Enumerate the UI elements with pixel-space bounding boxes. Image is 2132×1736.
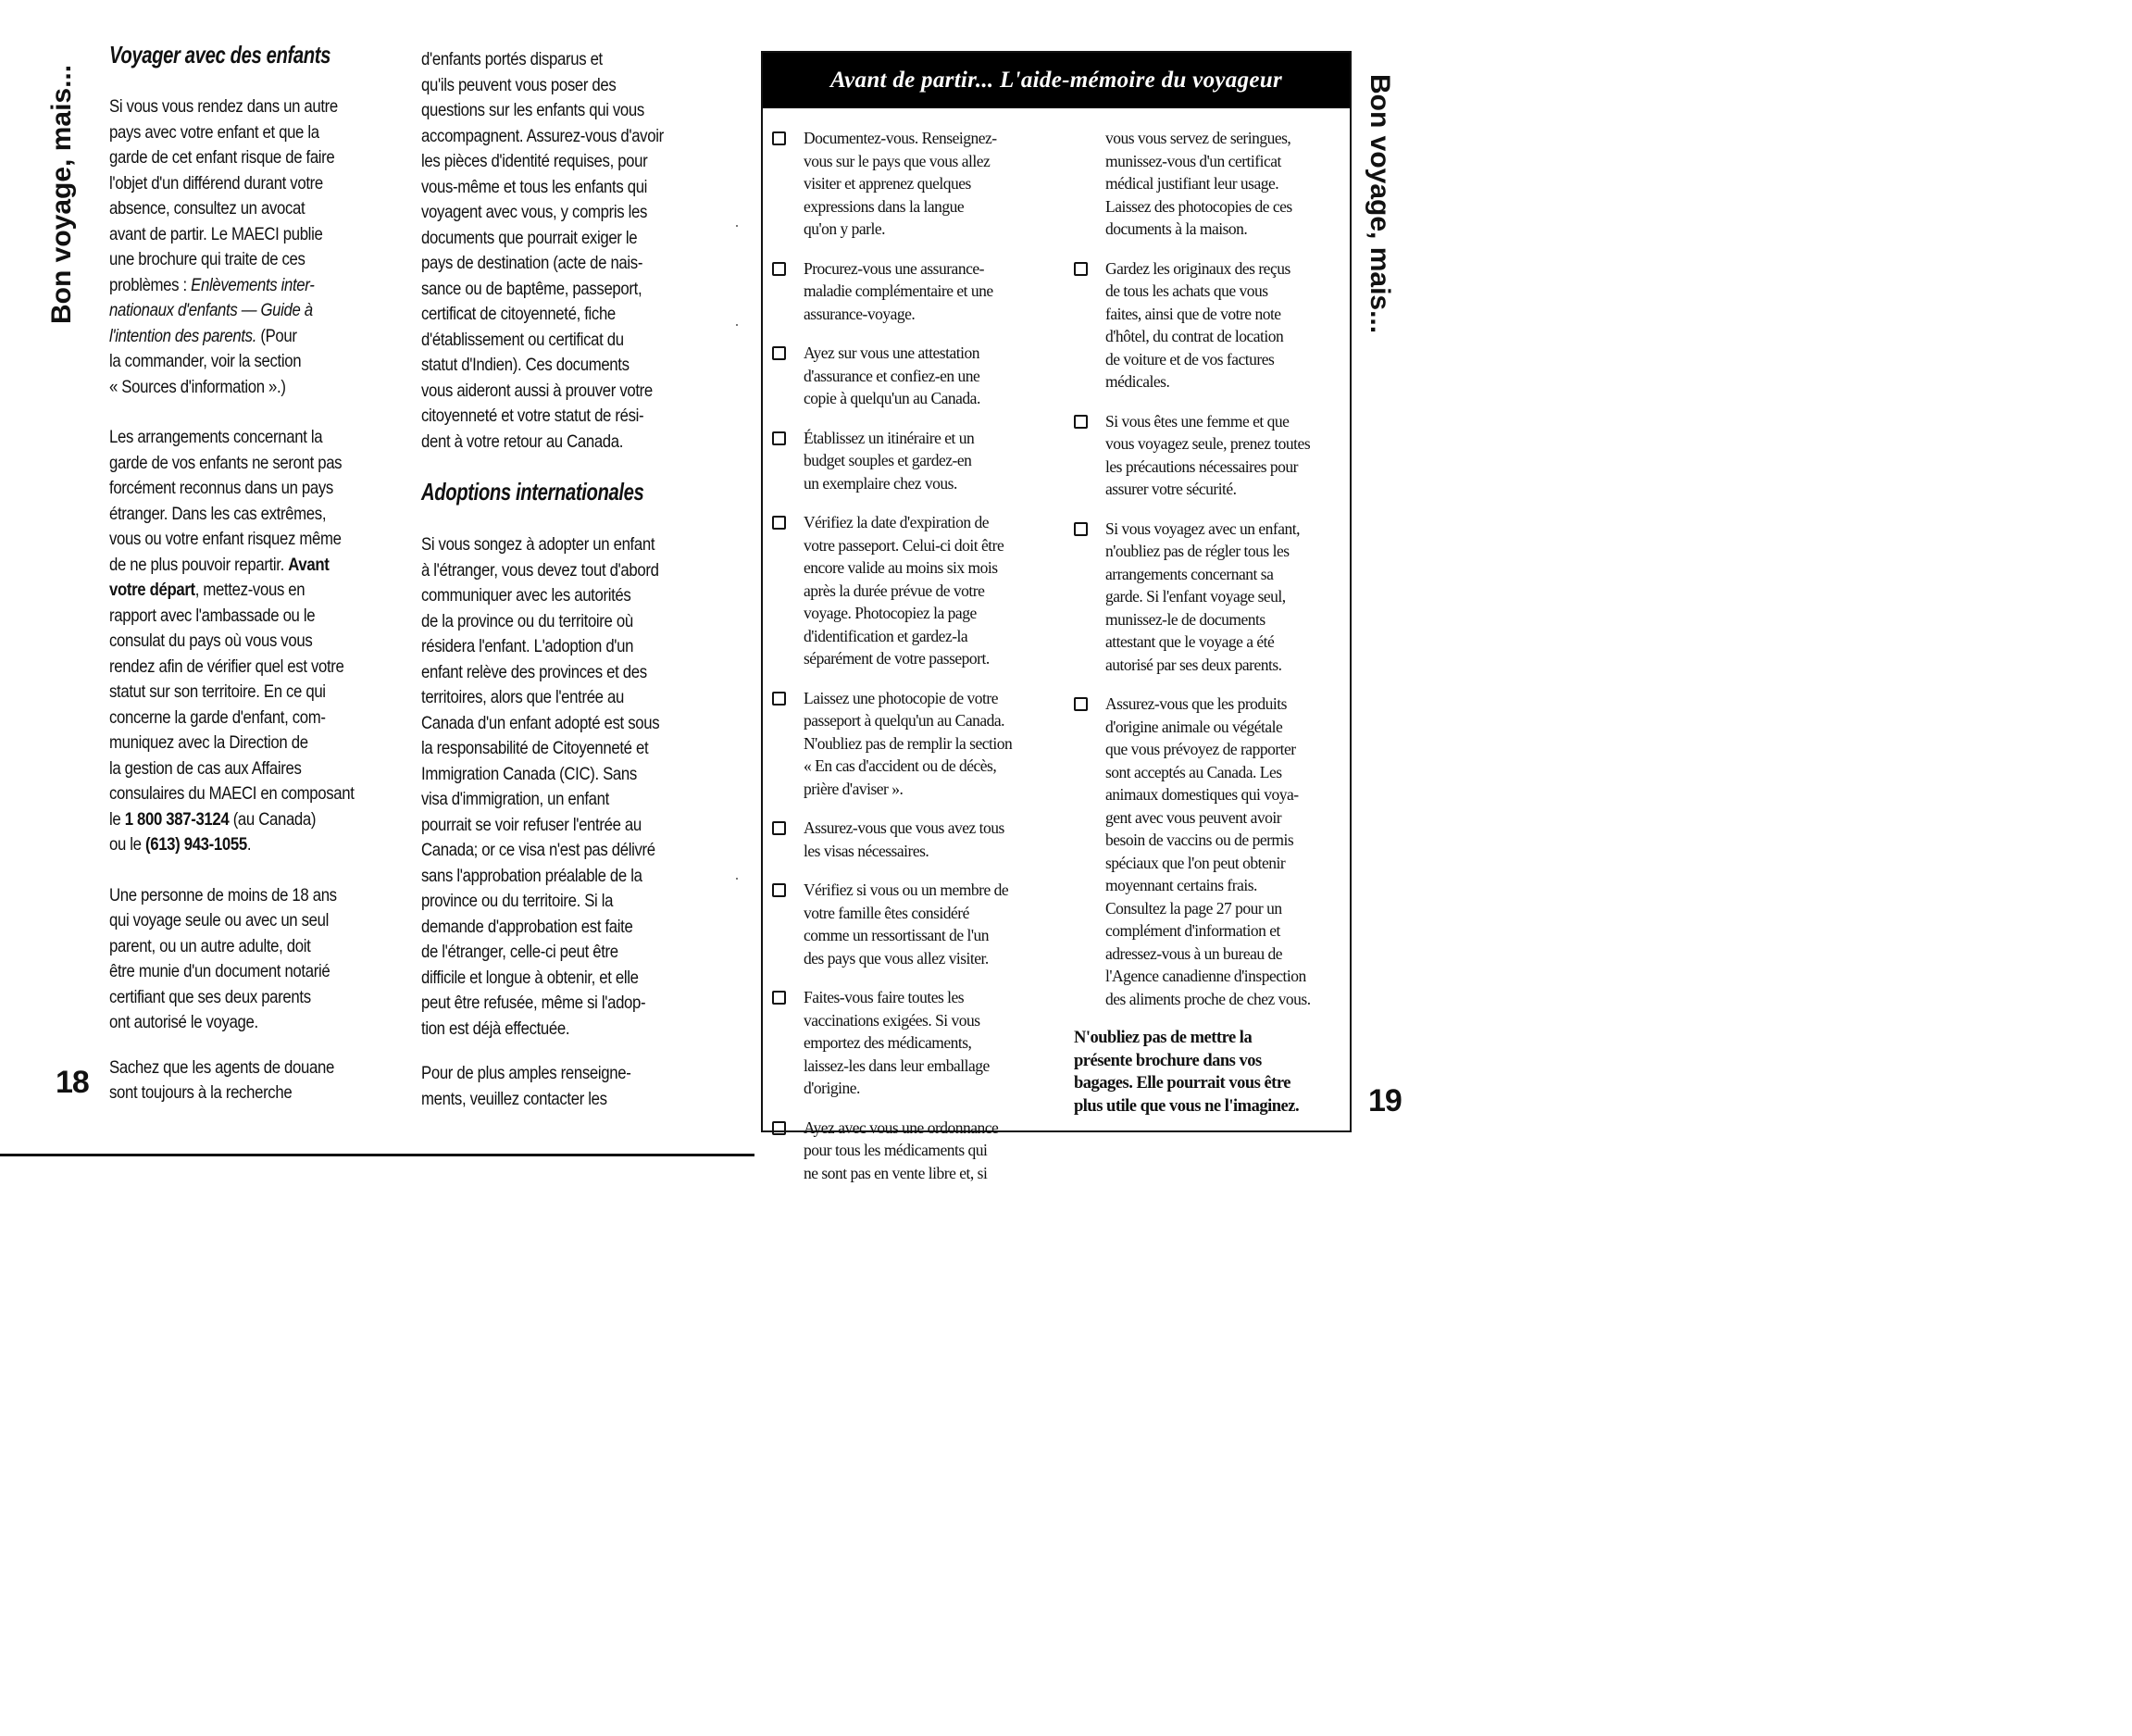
column-2-text-top [421,47,664,480]
checklist-item: Documentez-vous. Renseignez- vous sur le pays que vous allez visiter et apprenez quelques expressions dans la langue qu'on y parle. [772,127,1050,241]
paragraph-2: Les arrangements concernant la garde de vos enfants ne seront pas forcément reconnus dans un pays étranger. Dans les cas extrêmes, vous ou votre enfant risquez même de ne plus pouvoir repartir. Avant votre départ, mettez-vous en rapport avec l'ambassade ou le consulat du pays où vous vous rendez afin de vérifier quel est votre statut sur son territoire. En ce qui concerne la garde d'enfant, com- muniquez avec la Direction de la gestion de cas aux Affaires consulaires du MAECI en composant le 1 800 387-3124 (au Canada) ou le (613) 943-1055. [109,427,355,855]
checklist-item-continued: vous vous servez de seringues, munissez-vous d'un certificat médical justifiant leur usage. Laissez des photocopies de ces documents à la maison. [1105,129,1292,238]
bottom-rule [0,1154,754,1156]
heading-adoptions-internationales: Adoptions internationales [421,478,644,506]
checkbox-icon[interactable] [772,131,786,145]
phone-number-ottawa: (613) 943-1055 [144,834,247,855]
checkbox-icon[interactable] [772,991,786,1005]
checklist-item: Vérifiez la date d'expiration de votre passeport. Celui-ci doit être encore valide au moins six mois après la durée prévue de votre voyage. Photocopiez la page d'identification et gardez-la séparément de votre passeport. [772,511,1050,670]
checkbox-icon[interactable] [772,821,786,835]
checkbox-icon[interactable] [772,262,786,276]
checkbox-icon[interactable] [1074,697,1088,711]
running-head-right: Bon voyage, mais... [1365,74,1395,334]
checklist-title: Avant de partir... L'aide-mémoire du voyageur [763,53,1350,108]
checklist-item: Procurez-vous une assurance- maladie complémentaire et une assurance-voyage. [772,257,1050,326]
checklist-column-right [1074,127,1352,1118]
checkbox-icon[interactable] [1074,262,1088,276]
scan-speck [736,225,738,227]
checklist-item: Laissez une photocopie de votre passeport à quelqu'un au Canada. N'oubliez pas de remplir la section « En cas d'accident ou de décès, prière d'aviser ». [772,687,1050,801]
scan-speck [736,878,738,880]
checkbox-icon[interactable] [772,1121,786,1135]
page-number-right: 19 [1368,1083,1402,1118]
checklist-item: Établissez un itinéraire et un budget souples et gardez-en un exemplaire chez vous. [772,427,1050,495]
running-head-left: Bon voyage, mais... [46,64,77,324]
page-number-left: 18 [56,1065,89,1100]
paragraph-4: Sachez que les agents de douane sont toujours à la recherche [109,1056,334,1103]
checklist-item: Vérifiez si vous ou un membre de votre famille êtes considéré comme un ressortissant de l'un des pays que vous allez visiter. [772,879,1050,969]
paragraph-6: Si vous songez à adopter un enfant à l'étranger, vous devez tout d'abord communiquer avec les autorités de la province ou du territoire où résidera l'enfant. L'adoption d'un enfant relève des provinces et des territoires, alors que l'entrée au Canada d'un enfant adopté est sous la responsabilité de Citoyenneté et Immigration Canada (CIC). Sans visa d'immigration, un enfant pourrait se voir refuser l'entrée au Canada; or ce visa n'est pas délivré sans l'approbation préalable de la province ou du territoire. Si la demande d'approbation est faite de l'étranger, celle-ci peut être difficile et longue à obtenir, et elle peut être refusée, même si l'adop- tion est déjà effectuée. [421,534,660,1039]
checkbox-icon[interactable] [772,516,786,530]
checklist-item: Ayez avec vous une ordonnance pour tous les médicaments qui ne sont pas en vente libre et, si [772,1117,1050,1185]
checklist-item: Ayez sur vous une attestation d'assurance et confiez-en une copie à quelqu'un au Canada. [772,342,1050,410]
checkbox-icon[interactable] [772,346,786,360]
paragraph-5: d'enfants portés disparus et qu'ils peuvent vous poser des questions sur les enfants qui vous accompagnent. Assurez-vous d'avoir les pièces d'identité requises, pour vous-même et tous les enfants qui voyagent avec vous, y compris les documents que pourrait exiger le pays de destination (acte de nais- sance ou de baptême, passeport, certificat de citoyenneté, fiche d'établissement ou certificat du statut d'Indien). Ces documents vous aideront aussi à prouver votre citoyenneté et votre statut de rési- dent à votre retour au Canada. [421,49,664,452]
checkbox-icon[interactable] [1074,522,1088,536]
paragraph-3: Une personne de moins de 18 ans qui voyage seule ou avec un seul parent, ou un autre adulte, doit être munie d'un document notarié certifiant que ses deux parents ont autorisé le voyage. [109,884,337,1032]
checklist-item: Si vous êtes une femme et que vous voyagez seule, prenez toutes les précautions nécessaires pour assurer votre sécurité. [1074,410,1352,501]
checklist-item: Gardez les originaux des reçus de tous les achats que vous faites, ainsi que de votre note d'hôtel, du contrat de location de voiture et de vos factures médicales. [1074,257,1352,393]
checkbox-icon[interactable] [772,431,786,445]
column-2-text-bottom [421,532,659,1137]
checkbox-icon[interactable] [772,883,786,897]
column-1-text [109,94,355,1131]
checkbox-icon[interactable] [1074,415,1088,429]
checklist-closing-note: N'oubliez pas de mettre la présente brochure dans vos bagages. Elle pourrait vous être plus utile que vous ne l'imaginez. [1074,1029,1300,1116]
heading-voyager-avec-enfants: Voyager avec des enfants [109,41,331,69]
paragraph-7: Pour de plus amples renseigne- ments, veuillez contacter les [421,1063,631,1109]
phone-number-canada: 1 800 387-3124 [124,808,230,830]
checklist-column-left [772,127,1050,1201]
checklist-item: Faites-vous faire toutes les vaccinations exigées. Si vous emportez des médicaments, laissez-les dans leur emballage d'origine. [772,986,1050,1100]
checklist-item: Si vous voyagez avec un enfant, n'oubliez pas de régler tous les arrangements concernant sa garde. Si l'enfant voyage seul, munissez-le de documents attestant que le voyage a été autorisé par ses deux parents. [1074,518,1352,677]
checkbox-icon[interactable] [772,692,786,706]
paragraph-1: Si vous vous rendez dans un autre pays avec votre enfant et que la garde de cet enfant risque de faire l'objet d'un différend durant votre absence, consultez un avocat avant de partir. Le MAECI publie une brochure qui traite de ces problèmes : Enlèvements inter- nationaux d'enfants — Guide à l'intention des parents. (Pour la commander, voir la section « Sources d'information ».) [109,96,338,397]
scan-speck [736,324,738,326]
checklist-item: Assurez-vous que les produits d'origine animale ou végétale que vous prévoyez de rapporter sont acceptés au Canada. Les animaux domestiques qui voya- gent avec vous peuvent avoir besoin de vaccins ou de permis spéciaux que l'on peut obtenir moyennant certains frais. Consultez la page 27 pour un complément d'information et adressez-vous à un bureau de l'Agence canadienne d'inspection des aliments proche de chez vous. [1074,693,1352,1010]
checklist-item: Assurez-vous que vous avez tous les visas nécessaires. [772,817,1050,862]
checklist-box [761,51,1352,1182]
